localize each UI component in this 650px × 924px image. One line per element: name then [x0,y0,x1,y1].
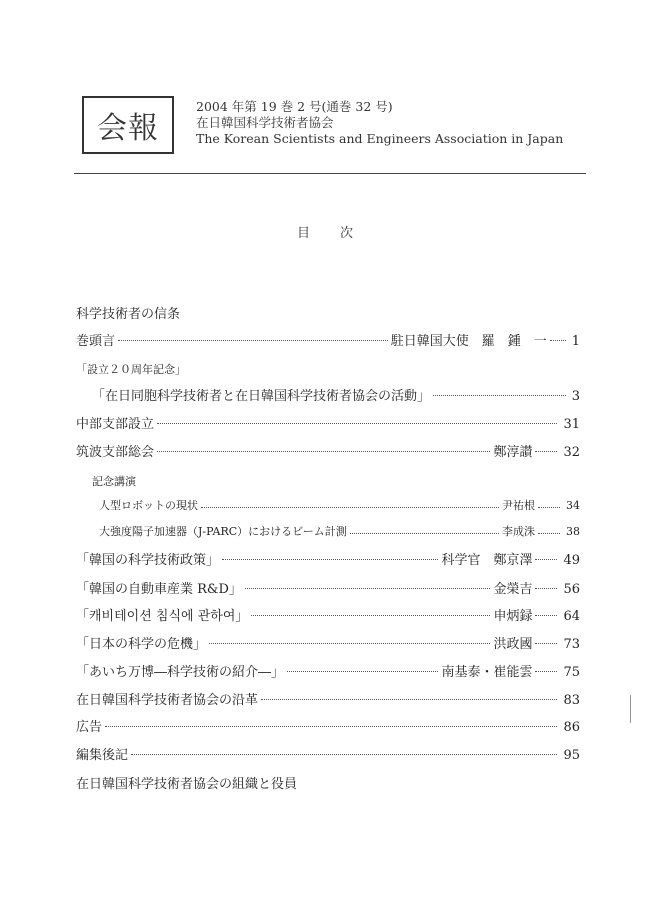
bulletin-logo: 会報 [82,96,174,154]
toc-entry-policy[interactable] [76,549,580,569]
entry-page: 86 [563,720,580,735]
toc-creed[interactable]: 科学技術者の信条 [76,307,181,322]
toc-entry-foreword[interactable] [76,330,580,350]
toc-officers[interactable]: 在日韓国科学技術者協会の組織と役員 [76,777,298,792]
entry-title: 編集後記 [76,748,129,763]
entry-author: 駐日韓国大使 羅 鍾 一 [390,334,547,349]
toc-anniversary-section: 「設立２０周年記念」 [76,363,186,376]
entry-page: 38 [566,525,580,538]
toc-entry-chubu[interactable] [76,413,580,433]
entry-title: 「日本の科学の危機」 [76,637,207,652]
leader-dots [350,532,499,534]
entry-title: 「在日同胞科学技術者と在日韓国科学技術者協会の活動」 [92,389,431,404]
entry-page: 64 [563,609,580,624]
entry-author: 洪政國 [493,637,533,652]
entry-title: 「あいち万博―科学技術の紹介―」 [76,665,285,680]
leader-dots [222,558,438,560]
toc-entry-auto[interactable] [76,578,580,598]
leader-dots [131,753,557,755]
toc-entry-expo[interactable] [76,661,580,681]
entry-page: 73 [563,637,580,652]
leader-dots [261,698,557,700]
scan-mark [630,695,631,723]
entry-title: 広告 [76,720,103,735]
leader-dots [433,394,566,396]
entry-title: 「韓国の自動車産業 R&D」 [76,582,242,597]
entry-page: 95 [563,748,580,763]
entry-author: 金榮吉 [493,582,533,597]
toc-heading-char-2: 次 [340,226,354,241]
toc-entry-jparc[interactable] [99,523,580,543]
toc-heading [0,222,650,241]
entry-title: 巻頭言 [76,334,116,349]
toc-entry-postscript[interactable] [76,744,580,764]
entry-author: 南基泰・崔能雲 [441,665,533,680]
entry-page: 83 [563,693,580,708]
entry-page: 31 [563,417,580,432]
leader-dots [535,587,557,589]
org-name-ja: 在日韓国科学技術者協会 [196,115,334,130]
toc-entry-cavitation[interactable] [76,605,580,625]
entry-title: 「韓国の科学技術政策」 [76,553,220,568]
entry-title: 筑波支部総会 [76,445,155,460]
leader-dots [535,558,557,560]
toc-entry-robot[interactable] [99,497,580,517]
entry-page: 32 [563,445,580,460]
leader-dots [157,450,490,452]
entry-page: 3 [571,389,580,404]
toc-heading-char-1: 目 [296,226,310,241]
leader-dots [245,587,491,589]
leader-dots [535,642,557,644]
leader-dots [287,670,438,672]
entry-title: 大強度陽子加速器（J-PARC）におけるビーム計測 [99,525,347,538]
entry-title: 中部支部設立 [76,417,155,432]
masthead [82,96,602,166]
entry-author: 科学官 鄭京澤 [441,553,533,568]
org-name-en: The Korean Scientists and Engineers Association in Japan [196,131,564,146]
entry-title: 在日韓国科学技術者協会の沿革 [76,693,259,708]
toc-entry-ads[interactable] [76,716,580,736]
entry-title: 人型ロボットの現状 [99,499,198,512]
entry-page: 49 [563,553,580,568]
entry-page: 56 [563,582,580,597]
toc-entry-tsukuba[interactable] [76,441,580,461]
toc-lecture-section: 記念講演 [92,475,136,488]
toc-entry-activity[interactable] [92,385,580,405]
leader-dots [118,339,388,341]
toc-entry-history[interactable] [76,689,580,709]
leader-dots [105,725,557,727]
leader-dots [550,339,566,341]
entry-author: 尹祐根 [502,499,535,512]
entry-author: 李成洙 [502,525,535,538]
masthead-text [196,99,563,147]
entry-title: 「캐비테이션 침식에 관하여」 [76,609,249,624]
entry-author: 申炳録 [493,609,533,624]
leader-dots [251,614,490,616]
entry-author: 鄭淳讃 [493,445,533,460]
entry-page: 75 [563,665,580,680]
header-rule [74,173,586,174]
entry-page: 1 [571,334,580,349]
leader-dots [538,506,560,508]
issue-line: 2004 年第 19 巻 2 号(通巻 32 号) [196,99,393,114]
leader-dots [201,506,499,508]
leader-dots [535,670,557,672]
leader-dots [535,450,557,452]
toc-entry-crisis[interactable] [76,633,580,653]
leader-dots [157,422,557,424]
leader-dots [538,532,560,534]
leader-dots [535,614,557,616]
entry-page: 34 [566,499,580,512]
leader-dots [209,642,490,644]
